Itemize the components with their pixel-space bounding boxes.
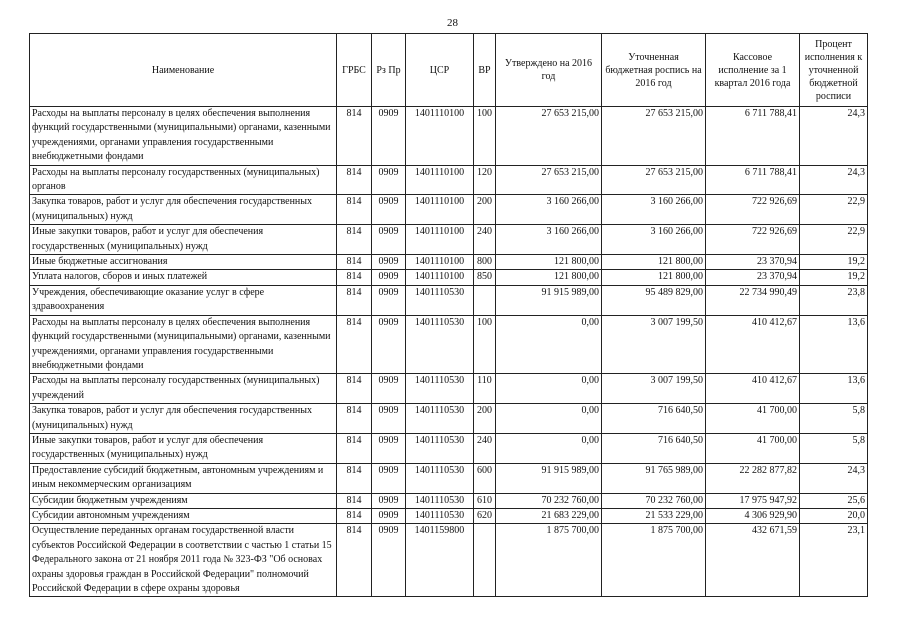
header-name: Наименование xyxy=(30,34,337,107)
header-percent: Процент исполнения к уточненной бюджетной росписи xyxy=(800,34,868,107)
cell-refined: 21 533 229,00 xyxy=(602,508,706,523)
cell-rzpr: 0909 xyxy=(372,315,406,374)
cell-vr: 600 xyxy=(474,463,496,493)
header-approved: Утверждено на 2016 год xyxy=(496,34,602,107)
table-row xyxy=(30,508,868,523)
cell-name: Субсидии автономным учреждениям xyxy=(30,508,337,523)
cell-name: Иные закупки товаров, работ и услуг для обеспечения государственных (муниципальных) нужд xyxy=(30,225,337,255)
header-refined: Уточненная бюджетная роспись на 2016 год xyxy=(602,34,706,107)
cell-cash: 23 370,94 xyxy=(706,255,800,270)
cell-approved: 0,00 xyxy=(496,433,602,463)
cell-csr: 1401159800 xyxy=(406,524,474,597)
cell-percent: 23,1 xyxy=(800,524,868,597)
cell-csr: 1401110530 xyxy=(406,285,474,315)
table-row xyxy=(30,270,868,285)
table-header-row xyxy=(30,34,868,107)
header-grbs: ГРБС xyxy=(337,34,372,107)
cell-percent: 24,3 xyxy=(800,165,868,195)
cell-percent: 19,2 xyxy=(800,255,868,270)
header-cash: Кассовое исполнение за 1 квартал 2016 года xyxy=(706,34,800,107)
cell-percent: 24,3 xyxy=(800,463,868,493)
cell-name: Расходы на выплаты персоналу в целях обеспечения выполнения функций государственными (муниципальными) органами, казенными учреждениями, органами управления государственными внебюджетными фондами xyxy=(30,315,337,374)
cell-refined: 121 800,00 xyxy=(602,270,706,285)
cell-vr: 240 xyxy=(474,225,496,255)
table-row xyxy=(30,315,868,374)
cell-grbs: 814 xyxy=(337,508,372,523)
cell-csr: 1401110100 xyxy=(406,270,474,285)
cell-rzpr: 0909 xyxy=(372,270,406,285)
cell-refined: 121 800,00 xyxy=(602,255,706,270)
cell-percent: 22,9 xyxy=(800,225,868,255)
table-row xyxy=(30,285,868,315)
table-row xyxy=(30,225,868,255)
page-number: 28 xyxy=(447,17,458,29)
cell-vr xyxy=(474,285,496,315)
cell-percent: 13,6 xyxy=(800,315,868,374)
cell-csr: 1401110100 xyxy=(406,225,474,255)
cell-rzpr: 0909 xyxy=(372,195,406,225)
cell-vr: 610 xyxy=(474,493,496,508)
cell-name: Субсидии бюджетным учреждениям xyxy=(30,493,337,508)
cell-rzpr: 0909 xyxy=(372,493,406,508)
cell-vr: 100 xyxy=(474,107,496,166)
cell-cash: 4 306 929,90 xyxy=(706,508,800,523)
table-row xyxy=(30,255,868,270)
cell-approved: 3 160 266,00 xyxy=(496,195,602,225)
cell-approved: 0,00 xyxy=(496,404,602,434)
cell-vr: 800 xyxy=(474,255,496,270)
cell-approved: 27 653 215,00 xyxy=(496,165,602,195)
cell-refined: 716 640,50 xyxy=(602,404,706,434)
cell-grbs: 814 xyxy=(337,463,372,493)
budget-table xyxy=(29,33,868,597)
cell-csr: 1401110100 xyxy=(406,255,474,270)
cell-cash: 6 711 788,41 xyxy=(706,165,800,195)
cell-refined: 95 489 829,00 xyxy=(602,285,706,315)
cell-grbs: 814 xyxy=(337,404,372,434)
cell-rzpr: 0909 xyxy=(372,225,406,255)
cell-grbs: 814 xyxy=(337,270,372,285)
cell-refined: 3 007 199,50 xyxy=(602,374,706,404)
table-row xyxy=(30,433,868,463)
cell-percent: 25,6 xyxy=(800,493,868,508)
cell-vr: 120 xyxy=(474,165,496,195)
cell-cash: 6 711 788,41 xyxy=(706,107,800,166)
cell-approved: 91 915 989,00 xyxy=(496,285,602,315)
cell-grbs: 814 xyxy=(337,107,372,166)
table-row xyxy=(30,524,868,597)
cell-name: Осуществление переданных органам государственной власти субъектов Российской Федерации в соответствии с частью 1 статьи 15 Федерального закона от 21 ноября 2011 года № 323-ФЗ "Об основах охраны здоровья граждан в Российской Федерации" полномочий Российской Федерации в сфере охраны здоровья xyxy=(30,524,337,597)
cell-refined: 3 160 266,00 xyxy=(602,225,706,255)
cell-rzpr: 0909 xyxy=(372,374,406,404)
cell-vr: 100 xyxy=(474,315,496,374)
cell-refined: 3 160 266,00 xyxy=(602,195,706,225)
cell-rzpr: 0909 xyxy=(372,404,406,434)
cell-percent: 23,8 xyxy=(800,285,868,315)
cell-rzpr: 0909 xyxy=(372,255,406,270)
cell-rzpr: 0909 xyxy=(372,524,406,597)
cell-refined: 1 875 700,00 xyxy=(602,524,706,597)
table-row xyxy=(30,107,868,166)
cell-percent: 22,9 xyxy=(800,195,868,225)
cell-csr: 1401110530 xyxy=(406,374,474,404)
cell-approved: 0,00 xyxy=(496,374,602,404)
cell-percent: 5,8 xyxy=(800,404,868,434)
table-row xyxy=(30,463,868,493)
table-row xyxy=(30,404,868,434)
cell-grbs: 814 xyxy=(337,493,372,508)
cell-cash: 23 370,94 xyxy=(706,270,800,285)
cell-cash: 41 700,00 xyxy=(706,404,800,434)
cell-refined: 91 765 989,00 xyxy=(602,463,706,493)
cell-cash: 722 926,69 xyxy=(706,225,800,255)
cell-approved: 0,00 xyxy=(496,315,602,374)
cell-csr: 1401110530 xyxy=(406,463,474,493)
cell-vr: 850 xyxy=(474,270,496,285)
cell-cash: 22 282 877,82 xyxy=(706,463,800,493)
cell-vr: 200 xyxy=(474,195,496,225)
header-csr: ЦСР xyxy=(406,34,474,107)
cell-rzpr: 0909 xyxy=(372,433,406,463)
cell-cash: 22 734 990,49 xyxy=(706,285,800,315)
cell-vr: 240 xyxy=(474,433,496,463)
cell-grbs: 814 xyxy=(337,315,372,374)
cell-name: Расходы на выплаты персоналу государственных (муниципальных) учреждений xyxy=(30,374,337,404)
cell-refined: 3 007 199,50 xyxy=(602,315,706,374)
cell-cash: 41 700,00 xyxy=(706,433,800,463)
cell-approved: 70 232 760,00 xyxy=(496,493,602,508)
cell-name: Закупка товаров, работ и услуг для обеспечения государственных (муниципальных) нужд xyxy=(30,195,337,225)
cell-grbs: 814 xyxy=(337,524,372,597)
cell-percent: 19,2 xyxy=(800,270,868,285)
cell-refined: 716 640,50 xyxy=(602,433,706,463)
cell-refined: 27 653 215,00 xyxy=(602,165,706,195)
cell-approved: 121 800,00 xyxy=(496,270,602,285)
cell-csr: 1401110530 xyxy=(406,404,474,434)
table-row xyxy=(30,374,868,404)
cell-vr: 110 xyxy=(474,374,496,404)
cell-name: Иные бюджетные ассигнования xyxy=(30,255,337,270)
cell-cash: 722 926,69 xyxy=(706,195,800,225)
cell-grbs: 814 xyxy=(337,285,372,315)
cell-vr xyxy=(474,524,496,597)
cell-cash: 410 412,67 xyxy=(706,374,800,404)
cell-cash: 17 975 947,92 xyxy=(706,493,800,508)
cell-csr: 1401110530 xyxy=(406,508,474,523)
cell-percent: 24,3 xyxy=(800,107,868,166)
cell-name: Расходы на выплаты персоналу в целях обеспечения выполнения функций государственными (муниципальными) органами, казенными учреждениями, органами управления государственными внебюджетными фондами xyxy=(30,107,337,166)
header-rzpr: Рз Пр xyxy=(372,34,406,107)
cell-grbs: 814 xyxy=(337,225,372,255)
cell-rzpr: 0909 xyxy=(372,463,406,493)
table-row xyxy=(30,493,868,508)
cell-approved: 1 875 700,00 xyxy=(496,524,602,597)
cell-csr: 1401110100 xyxy=(406,107,474,166)
cell-approved: 3 160 266,00 xyxy=(496,225,602,255)
cell-csr: 1401110530 xyxy=(406,433,474,463)
cell-rzpr: 0909 xyxy=(372,107,406,166)
cell-percent: 5,8 xyxy=(800,433,868,463)
cell-grbs: 814 xyxy=(337,255,372,270)
cell-name: Уплата налогов, сборов и иных платежей xyxy=(30,270,337,285)
cell-approved: 27 653 215,00 xyxy=(496,107,602,166)
cell-refined: 70 232 760,00 xyxy=(602,493,706,508)
cell-csr: 1401110530 xyxy=(406,315,474,374)
cell-rzpr: 0909 xyxy=(372,508,406,523)
cell-grbs: 814 xyxy=(337,165,372,195)
cell-name: Расходы на выплаты персоналу государственных (муниципальных) органов xyxy=(30,165,337,195)
cell-refined: 27 653 215,00 xyxy=(602,107,706,166)
cell-name: Учреждения, обеспечивающие оказание услуг в сфере здравоохранения xyxy=(30,285,337,315)
cell-approved: 121 800,00 xyxy=(496,255,602,270)
cell-name: Закупка товаров, работ и услуг для обеспечения государственных (муниципальных) нужд xyxy=(30,404,337,434)
cell-csr: 1401110100 xyxy=(406,195,474,225)
cell-vr: 200 xyxy=(474,404,496,434)
cell-grbs: 814 xyxy=(337,195,372,225)
cell-name: Предоставление субсидий бюджетным, автономным учреждениям и иным некоммерческим организациям xyxy=(30,463,337,493)
cell-grbs: 814 xyxy=(337,433,372,463)
cell-percent: 20,0 xyxy=(800,508,868,523)
cell-approved: 21 683 229,00 xyxy=(496,508,602,523)
cell-rzpr: 0909 xyxy=(372,165,406,195)
table-row xyxy=(30,165,868,195)
cell-vr: 620 xyxy=(474,508,496,523)
table-row xyxy=(30,195,868,225)
cell-rzpr: 0909 xyxy=(372,285,406,315)
cell-approved: 91 915 989,00 xyxy=(496,463,602,493)
cell-name: Иные закупки товаров, работ и услуг для обеспечения государственных (муниципальных) нужд xyxy=(30,433,337,463)
cell-grbs: 814 xyxy=(337,374,372,404)
cell-csr: 1401110530 xyxy=(406,493,474,508)
cell-cash: 432 671,59 xyxy=(706,524,800,597)
cell-percent: 13,6 xyxy=(800,374,868,404)
cell-cash: 410 412,67 xyxy=(706,315,800,374)
cell-csr: 1401110100 xyxy=(406,165,474,195)
header-vr: ВР xyxy=(474,34,496,107)
